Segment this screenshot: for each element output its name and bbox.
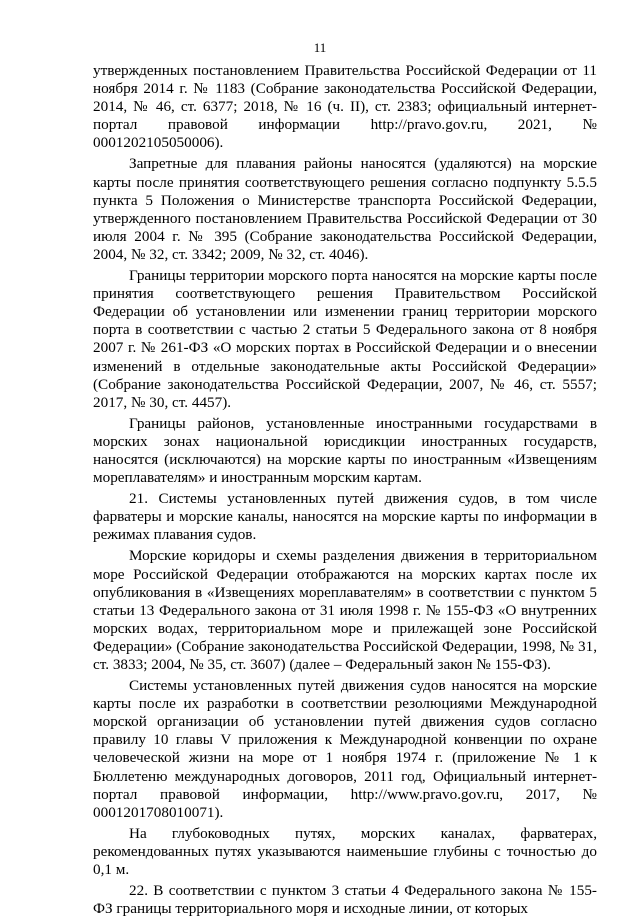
paragraph-port-boundaries: Границы территории морского порта наносятся на морские карты после принятия соответствующего решения Правительством Российской Федерации об установлении или изменении границ территории морского порта в соответствии с частью 2 статьи 5 Федерального закона от 8 ноября 2007 г. № 261-ФЗ «О морских портах в Российской Федерации и о внесении изменений в отдельные законодательные акты Российской Федерации» (Собрание законодательства Российской Федерации, 2007, № 46, ст. 5557; 2017, № 30, ст. 4457). <box>93 267 597 411</box>
paragraph-routing-systems: Системы установленных путей движения судов наносятся на морские карты после их разработки в соответствии резолюциями Международной морской организации об установлении путей движения судов согласно правилу 10 главы V приложения к Международной конвенции по охране человеческой жизни на море от 1 ноября 1974 г. (приложение № 1 к Бюллетеню международных договоров, 2011 год, Официальный интернет-портал правовой информации, http://www.pravo.gov.ru, 2017, № 0001201708010071). <box>93 677 597 821</box>
paragraph-foreign-areas: Границы районов, установленные иностранными государствами в морских зонах национальной юрисдикции иностранных государств, наносятся (исключаются) на морские карты по иностранным «Извещениям мореплавателям» и иностранным морским картам. <box>93 414 597 487</box>
document-body <box>93 62 597 921</box>
paragraph-sea-corridors: Морские коридоры и схемы разделения движения в территориальном море Российской Федерации отображаются на морских картах после их опубликования в «Извещениях мореплавателям» в соответствии с пунктом 5 статьи 13 Федерального закона от 31 июля 1998 г. № 155-ФЗ «О внутренних морских водах, территориальном море и прилежащей зоне Российской Федерации» (Собрание законодательства Российской Федерации, 1998, № 31, ст. 3833; 2004, № 35, ст. 3607) (далее – Федеральный закон № 155-ФЗ). <box>93 547 597 673</box>
page-number: 11 <box>313 40 327 55</box>
paragraph-continuation: утвержденных постановлением Правительства Российской Федерации от 11 ноября 2014 г. № 1183 (Собрание законодательства Российской Федерации, 2014, № 46, ст. 6377; 2018, № 16 (ч. II), ст. 2383; официальный интернет-портал правовой информации http://pravo.gov.ru, 2021, № 0001202105050006). <box>93 62 597 152</box>
paragraph-item-22: 22. В соответствии с пунктом 3 статьи 4 Федерального закона № 155-ФЗ границы территориального моря и исходные линии, от которых <box>93 882 597 918</box>
paragraph-prohibited-areas: Запретные для плавания районы наносятся (удаляются) на морские карты после принятия соответствующего решения согласно подпункту 5.5.5 пункта 5 Положения о Министерстве транспорта Российской Федерации, утвержденного постановлением Правительства Российской Федерации от 30 июля 2004 г. № 395 (Собрание законодательства Российской Федерации, 2004, № 32, ст. 3342; 2009, № 32, ст. 4046). <box>93 155 597 263</box>
paragraph-item-21: 21. Системы установленных путей движения судов, в том числе фарватеры и морские каналы, наносятся на морские карты по информации в режимах плавания судов. <box>93 490 597 544</box>
paragraph-depths: На глубоководных путях, морских каналах, фарватерах, рекомендованных путях указываются наименьшие глубины с точностью до 0,1 м. <box>93 824 597 879</box>
